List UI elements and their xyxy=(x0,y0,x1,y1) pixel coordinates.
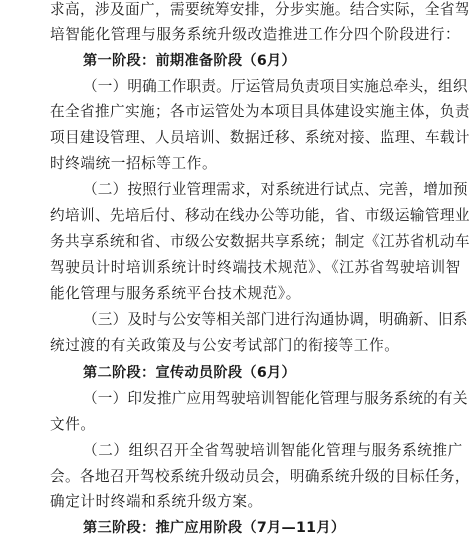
paragraph-line: 驾驶员计时培训系统计时终端技术规范》、《江苏省驾驶培训智 xyxy=(50,259,461,276)
paragraph-line: （二）按照行业管理需求，对系统进行试点、完善，增加预 xyxy=(83,181,468,198)
paragraph-line: （三）及时与公安等相关部门进行沟通协调，明确新、旧系 xyxy=(83,311,468,328)
paragraph-line: 培智能化管理与服务系统升级改造推进工作分四个阶段进行： xyxy=(50,26,461,43)
paragraph-line: 在全省推广实施；各市运管处为本项目具体建设实施主体，负责 xyxy=(50,103,470,120)
section-heading-phase-1: 第一阶段：前期准备阶段（6月） xyxy=(83,53,296,69)
section-heading-phase-3: 第三阶段：推广应用阶段（7月—11月） xyxy=(83,520,346,536)
paragraph-line: 统过渡的有关政策及与公安考试部门的衔接等工作。 xyxy=(50,337,400,354)
paragraph-line: 求高，涉及面广，需要统筹安排，分步实施。结合实际，全省驾 xyxy=(50,1,470,18)
paragraph-line: 文件。 xyxy=(50,416,96,433)
paragraph-line: 时终端统一招标等工作。 xyxy=(50,155,218,172)
paragraph-line: 确定计时终端和系统升级方案。 xyxy=(50,493,263,510)
paragraph-line: （二）组织召开全省驾驶培训智能化管理与服务系统推广 xyxy=(83,442,463,459)
paragraph-line: 能化管理与服务系统平台技术规范》。 xyxy=(50,285,301,302)
paragraph-line: 务共享系统和省、市级公安数据共享系统；制定《江苏省机动车 xyxy=(50,233,470,250)
paragraph-line: （一）印发推广应用驾驶培训智能化管理与服务系统的有关 xyxy=(83,390,468,407)
paragraph-line: （一）明确工作职责。厅运管局负责项目实施总牵头，组织 xyxy=(83,78,468,95)
section-heading-phase-2: 第二阶段：宣传动员阶段（6月） xyxy=(83,365,296,381)
paragraph-line: 会。各地召开驾校系统升级动员会，明确系统升级的目标任务， xyxy=(50,468,470,485)
paragraph-line: 项目建设管理、人员培训、数据迁移、系统对接、监理、车载计 xyxy=(50,129,470,146)
paragraph-line: 约培训、先培后付、移动在线办公等功能，省、市级运输管理业 xyxy=(50,207,470,224)
